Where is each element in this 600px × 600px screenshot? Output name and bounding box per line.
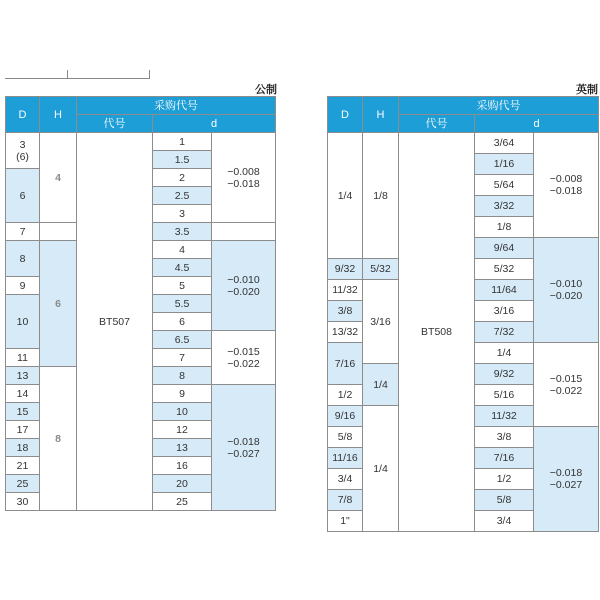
- D-cell: 9: [6, 277, 40, 295]
- D-cell: 18: [6, 439, 40, 457]
- D-cell: 13/32: [328, 322, 363, 343]
- D-cell: 5/8: [328, 427, 363, 448]
- tolerance-cell: −0.015 −0.022: [212, 331, 276, 385]
- d-cell: 20: [153, 475, 212, 493]
- d-cell: 10: [153, 403, 212, 421]
- tolerance-cell: −0.010 −0.020: [212, 241, 276, 331]
- D-cell: 1": [328, 511, 363, 532]
- d-cell: 9: [153, 385, 212, 403]
- d-cell: 3/4: [475, 511, 534, 532]
- H-cell: 1/4: [363, 406, 399, 532]
- d-cell: 2.5: [153, 187, 212, 205]
- d-cell: 11/32: [475, 406, 534, 427]
- d-cell: 5/16: [475, 385, 534, 406]
- D-cell: 6: [6, 169, 40, 223]
- header-D: D: [6, 97, 40, 133]
- d-cell: 3/16: [475, 301, 534, 322]
- d-cell: 7/32: [475, 322, 534, 343]
- D-cell: 7/16: [328, 343, 363, 385]
- d-cell: 7/16: [475, 448, 534, 469]
- D-cell: 11: [6, 349, 40, 367]
- code-cell: BT507: [77, 133, 153, 511]
- header-code: 代号: [77, 115, 153, 133]
- D-cell: 21: [6, 457, 40, 475]
- tolerance-cell: −0.018 −0.027: [534, 427, 599, 532]
- H-cell: 3/16: [363, 280, 399, 364]
- d-cell: 1: [153, 133, 212, 151]
- tolerance-cell: −0.018 −0.027: [212, 385, 276, 511]
- D-cell: 9/16: [328, 406, 363, 427]
- H-cell: [40, 223, 77, 241]
- d-cell: 1/16: [475, 154, 534, 175]
- D-cell: 3/4: [328, 469, 363, 490]
- metric-unit-label: 公制: [255, 84, 277, 96]
- header-d: d: [475, 115, 599, 133]
- D-cell: 30: [6, 493, 40, 511]
- d-cell: 3: [153, 205, 212, 223]
- d-cell: 1/2: [475, 469, 534, 490]
- d-cell: 5/32: [475, 259, 534, 280]
- metric-table: [5, 96, 276, 511]
- H-cell: 5/32: [363, 259, 399, 280]
- H-cell: 8: [40, 367, 77, 511]
- d-cell: 1/8: [475, 217, 534, 238]
- divider-tick: [149, 70, 150, 78]
- D-cell: 3/8: [328, 301, 363, 322]
- D-cell: 25: [6, 475, 40, 493]
- D-cell: 1/4: [328, 133, 363, 259]
- d-cell: 12: [153, 421, 212, 439]
- d-cell: 1/4: [475, 343, 534, 364]
- imperial-table: [327, 96, 599, 532]
- D-cell: 11/16: [328, 448, 363, 469]
- divider-tick: [67, 70, 68, 78]
- D-cell: 3 (6): [6, 133, 40, 169]
- tolerance-cell: −0.010 −0.020: [534, 238, 599, 343]
- D-cell: 9/32: [328, 259, 363, 280]
- d-cell: 3/64: [475, 133, 534, 154]
- d-cell: 7: [153, 349, 212, 367]
- header-H: H: [363, 97, 399, 133]
- H-cell: 1/8: [363, 133, 399, 259]
- D-cell: 17: [6, 421, 40, 439]
- d-cell: 5.5: [153, 295, 212, 313]
- d-cell: 25: [153, 493, 212, 511]
- d-cell: 2: [153, 169, 212, 187]
- d-cell: 9/64: [475, 238, 534, 259]
- tolerance-cell: −0.008 −0.018: [212, 133, 276, 223]
- d-cell: 11/64: [475, 280, 534, 301]
- H-cell: 4: [40, 133, 77, 223]
- d-cell: 4: [153, 241, 212, 259]
- D-cell: 15: [6, 403, 40, 421]
- d-cell: 4.5: [153, 259, 212, 277]
- D-cell: 10: [6, 295, 40, 349]
- H-cell: 1/4: [363, 364, 399, 406]
- header-d: d: [153, 115, 276, 133]
- d-cell: 8: [153, 367, 212, 385]
- top-divider-line: [5, 78, 150, 79]
- tolerance-cell: [212, 223, 276, 241]
- D-cell: 7/8: [328, 490, 363, 511]
- d-cell: 1.5: [153, 151, 212, 169]
- d-cell: 3/8: [475, 427, 534, 448]
- D-cell: 7: [6, 223, 40, 241]
- D-cell: 13: [6, 367, 40, 385]
- tolerance-cell: −0.015 −0.022: [534, 343, 599, 427]
- header-code: 代号: [399, 115, 475, 133]
- D-cell: 8: [6, 241, 40, 277]
- d-cell: 13: [153, 439, 212, 457]
- d-cell: 5/8: [475, 490, 534, 511]
- header-purchase-code: 采购代号: [399, 97, 599, 115]
- d-cell: 5/64: [475, 175, 534, 196]
- D-cell: 1/2: [328, 385, 363, 406]
- d-cell: 6: [153, 313, 212, 331]
- header-D: D: [328, 97, 363, 133]
- tolerance-cell: −0.008 −0.018: [534, 133, 599, 238]
- d-cell: 16: [153, 457, 212, 475]
- D-cell: 14: [6, 385, 40, 403]
- D-cell: 11/32: [328, 280, 363, 301]
- d-cell: 3/32: [475, 196, 534, 217]
- header-H: H: [40, 97, 77, 133]
- code-cell: BT508: [399, 133, 475, 532]
- d-cell: 3.5: [153, 223, 212, 241]
- d-cell: 6.5: [153, 331, 212, 349]
- d-cell: 9/32: [475, 364, 534, 385]
- d-cell: 5: [153, 277, 212, 295]
- H-cell: 6: [40, 241, 77, 367]
- imperial-unit-label: 英制: [576, 84, 598, 96]
- header-purchase-code: 采购代号: [77, 97, 276, 115]
